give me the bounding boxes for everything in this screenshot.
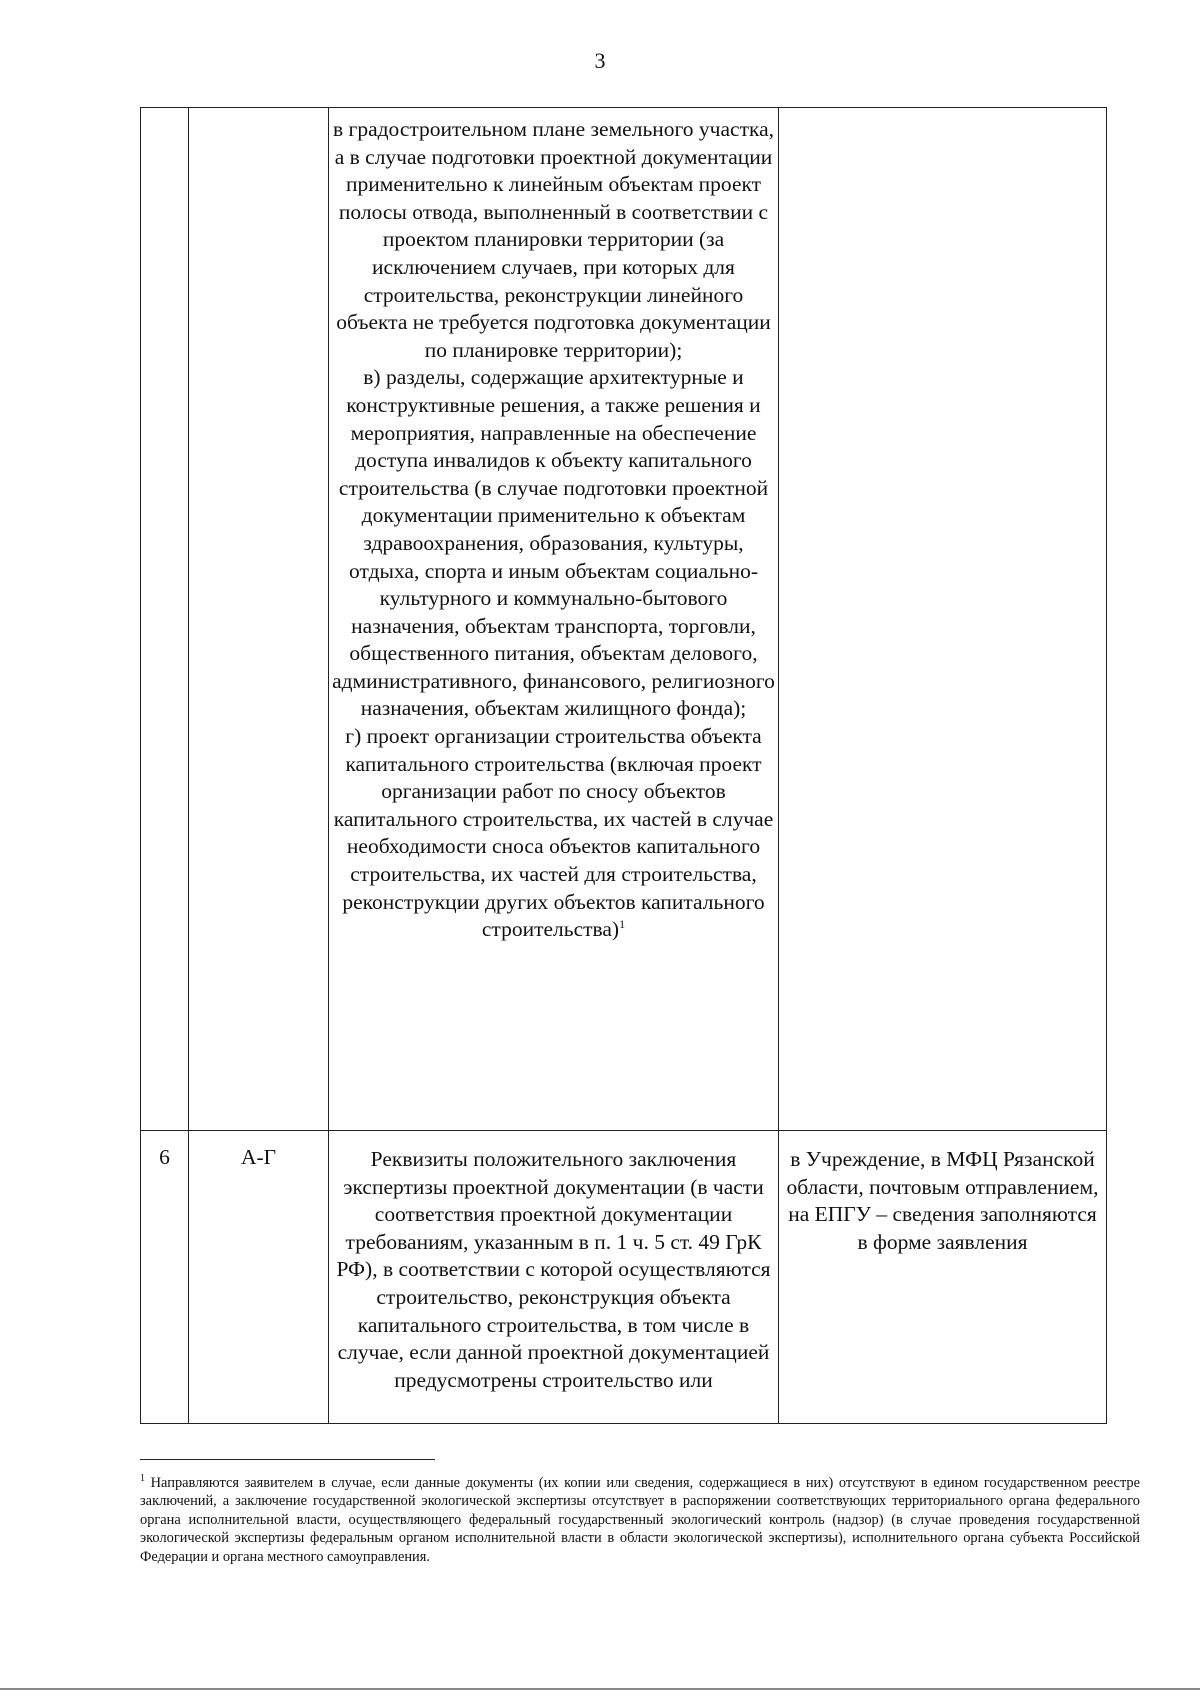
footnote-separator bbox=[140, 1459, 435, 1460]
cell-applicants bbox=[189, 108, 329, 1131]
cell-number bbox=[141, 108, 189, 1131]
row-number: 6 bbox=[159, 1145, 170, 1169]
cell-submission bbox=[779, 1131, 1107, 1424]
footnote-text: Направляются заявителем в случае, если данные документы (их копии или сведения, содержащиеся в них) отсутствуют в едином государственном реестре заключений, а заключение государственной экологической экспертизы отсутствует в распоряжении соответствующих территориального органа федерального органа исполнительной власти, осуществляющего федеральный государственный экологический контроль (надзор) (в случае проведения государственной экологической экспертизы федеральным органом исполнительной власти в области экологической экспертизы), исполнительного органа субъекта Российской Федерации и органа местного самоуправления. bbox=[140, 1475, 1140, 1565]
cell-applicants bbox=[189, 1131, 329, 1424]
cell-document-text bbox=[329, 108, 779, 1131]
cell-submission bbox=[779, 108, 1107, 1131]
cell-document-text bbox=[329, 1131, 779, 1424]
document-text: в градостроительном плане земельного участка, а в случае подготовки проектной документации применительно к линейным объектам проект полосы отвода, выполненный в соответствии с проектом планировки территории (за исключением случаев, при которых для строительства, реконструкции линейного объекта не требуется подготовка документации по планировке территории); в) разделы, содержащие архитектурные и конструктивные решения, а также решения и мероприятия, направленные на обеспечение доступа инвалидов к объекту капитального строительства (в случае подготовки проектной документации применительно к объектам здравоохранения, образования, культуры, отдыха, спорта и иным объектам социально-культурного и коммунально-бытового назначения, объектам транспорта, торговли, общественного питания, объектам делового, административного, финансового, религиозного назначения, объектам жилищного фонда); г) проект организации строительства объекта капитального строительства (включая проект организации работ по сносу объектов капитального строительства, их частей в случае необходимости сноса объектов капитального строительства, их частей для строительства, реконструкции других объектов капитального строительства) bbox=[332, 117, 775, 942]
row-applicants: А-Г bbox=[240, 1145, 277, 1169]
page-number: 3 bbox=[594, 48, 606, 73]
footnote-mark: 1 bbox=[140, 1473, 145, 1485]
row-document: Реквизиты положительного заключения экспертизы проектной документации (в части соответствия проектной документации требованиям, указанным в п. 1 ч. 5 ст. 49 ГрК РФ), в соответствии с которой осуществляются строительство, реконструкция объекта капитального строительства, в том числе в случае, если данной проектной документацией предусмотрены строительство или bbox=[336, 1147, 771, 1392]
footnote-reference: 1 bbox=[619, 917, 626, 932]
row-submission: в Учреждение, в МФЦ Рязанской области, почтовым отправлением, на ЕПГУ – сведения заполняются в форме заявления bbox=[786, 1147, 1099, 1254]
documents-table bbox=[140, 107, 1107, 1424]
cell-number bbox=[141, 1131, 189, 1424]
footnote bbox=[140, 1474, 1140, 1566]
scan-bottom-edge bbox=[0, 1688, 1200, 1690]
table-row-continuation bbox=[141, 108, 1107, 1131]
table-row-6 bbox=[141, 1131, 1107, 1424]
